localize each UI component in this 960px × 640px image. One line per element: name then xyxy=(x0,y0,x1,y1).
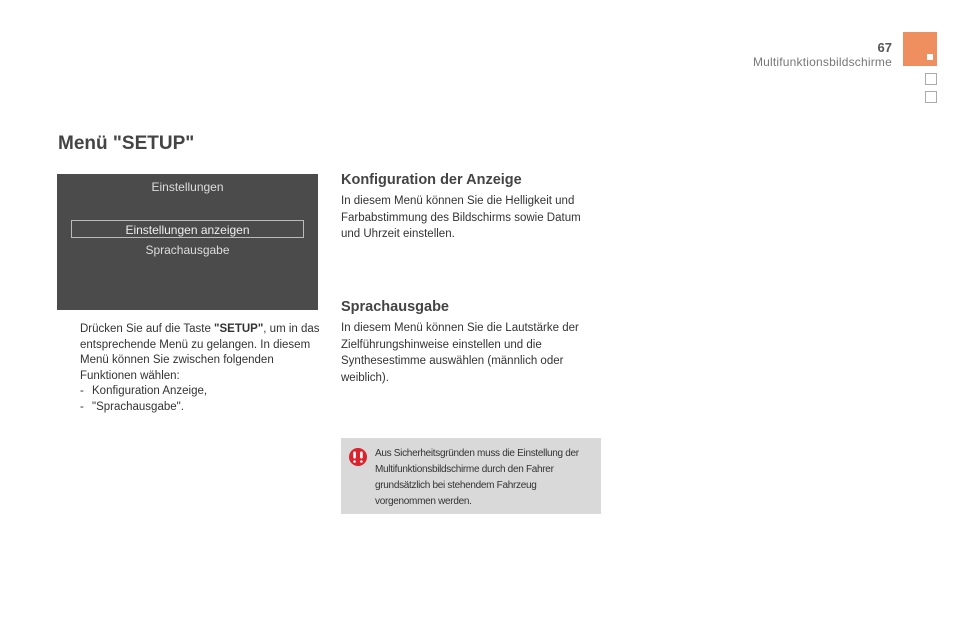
instruction-text-before: Drücken Sie auf die Taste xyxy=(80,323,215,335)
page-number: 67 xyxy=(877,40,892,55)
list-item: - "Sprachausgabe". xyxy=(80,400,320,416)
page-heading: Menü "SETUP" xyxy=(58,133,195,154)
screen-title: Einstellungen xyxy=(151,180,224,194)
warning-box xyxy=(341,438,601,514)
section-body-display-config: In diesem Menü können Sie die Helligkeit und Farbabstimmung des Bildschirms sowie Datum und Uhrzeit einstellen. xyxy=(341,195,581,240)
section-heading-display-config: Konfiguration der Anzeige xyxy=(341,172,522,188)
instructions xyxy=(60,322,320,415)
instruction-text-after: , um in das entsprechende Menü zu gelangen. In diesem Menü können Sie zwischen folgenden Funktionen wählen: xyxy=(80,323,320,382)
setup-screen-illustration xyxy=(57,174,318,310)
screen-item: Sprachausgabe xyxy=(145,243,230,257)
exclamation-warning-icon xyxy=(349,448,367,466)
function-list xyxy=(80,384,320,415)
warning-text: Aus Sicherheitsgründen muss die Einstellung der Multifunktionsbildschirme durch den Fahrer grundsätzlich bei stehendem Fahrzeug vorgenommen werden. xyxy=(375,448,579,507)
instruction-text xyxy=(80,322,320,415)
list-item: - Konfiguration Anzeige, xyxy=(80,384,320,400)
chapter-title: Multifunktionsbildschirme xyxy=(752,55,892,69)
chapter-tab-active xyxy=(903,32,937,66)
section-heading-voice-output: Sprachausgabe xyxy=(341,299,449,315)
section-body-voice-output: In diesem Menü können Sie die Lautstärke der Zielführungshinweise einstellen und die Synthesestimme auswählen (männlich oder weiblich). xyxy=(341,322,579,384)
screen-selected-item: Einstellungen anzeigen xyxy=(71,220,304,238)
chapter-tab-box xyxy=(925,73,937,85)
chapter-tab-box xyxy=(925,91,937,103)
setup-key-label: "SETUP" xyxy=(214,323,264,335)
